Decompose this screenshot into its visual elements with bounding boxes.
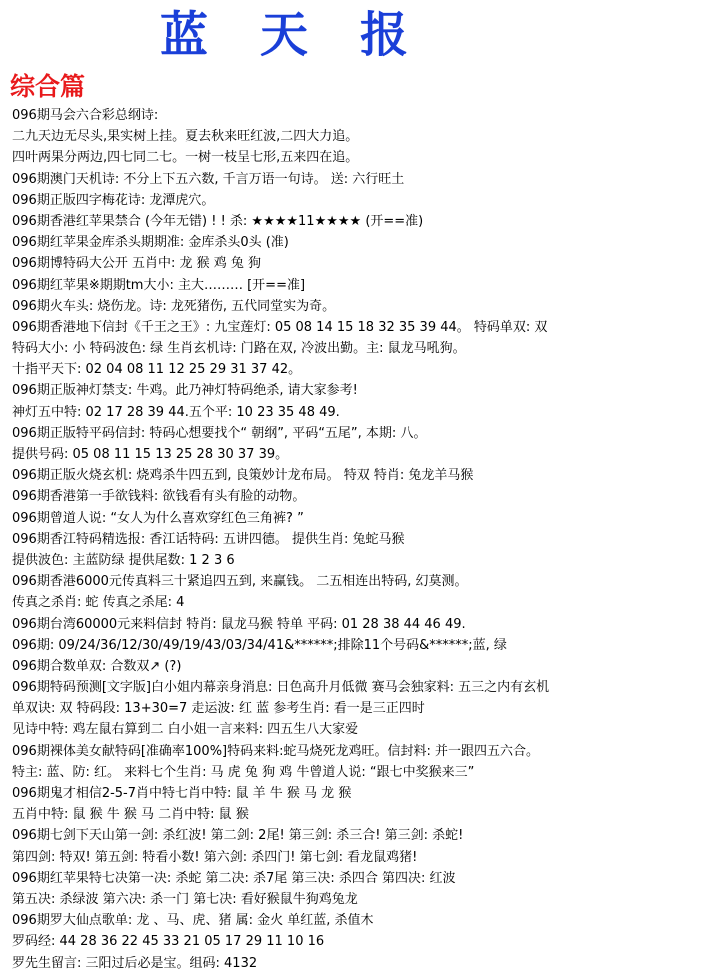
text-line: 096期马会六合彩总纲诗:: [12, 108, 159, 123]
text-line: 特码大小: 小 特码波色: 绿 生肖玄机诗: 门路在双, 冷波出勤。主: 鼠龙马吼狗。: [12, 341, 466, 357]
text-line: 传真之杀肖: 蛇 传真之杀尾: 4: [12, 595, 185, 611]
text-line: 096期曾道人说: “女人为什么喜欢穿红色三角裤? ”: [12, 510, 304, 526]
text-line: 096期澳门天机诗: 不分上下五六数, 千言万语一句诗。 送: 六行旺土: [12, 171, 405, 187]
text-line: 096期裸体美女献特码[准确率100%]特码来料:蛇马烧死龙鸡旺。信封料: 并一跟四五六合。: [12, 743, 540, 759]
text-line: 二九天边无尽头,果实树上挂。夏去秋来旺红波,二四大力追。: [12, 129, 359, 145]
text-line: 神灯五中特: 02 17 28 39 44.五个平: 10 23 35 48 49.: [12, 404, 340, 420]
text-line: 单双诀: 双 特码段: 13+30=7 走运波: 红 蓝 参考生肖: 看一是三正四时: [12, 701, 425, 717]
text-line: 096期正版特平码信封: 特码心想要找个“ 朝纲”, 平码“五尾”, 本期: 八。: [12, 425, 427, 441]
text-line: 罗码经: 44 28 36 22 45 33 21 05 17 29 11 10 16: [12, 934, 325, 950]
newspaper-title: 蓝天报: [159, 7, 460, 63]
text-line: 096期罗大仙点歌单: 龙 、马、虎、猪 属: 金火 单红蓝, 杀值木: [12, 913, 374, 929]
text-line: 096期鬼才相信2-5-7肖中特七肖中特: 鼠 羊 牛 猴 马 龙 猴: [12, 786, 352, 801]
text-line: 提供波色: 主蓝防绿 提供尾数: 1 2 3 6: [12, 552, 235, 568]
text-line: 096期正版火烧玄机: 烧鸡杀牛四五到, 良策妙计龙布局。 特双 特肖: 兔龙羊马猴: [12, 468, 474, 484]
text-line: 096期红苹果金库杀头期期准: 金库杀头0头 (准): [12, 235, 289, 251]
section-title: 综合篇: [10, 72, 86, 101]
text-line: 096期红苹果※期期tm大小: 主大……… [开==准]: [12, 277, 306, 293]
text-line: 四叶两果分两边,四七同二七。一树一枝呈七形,五来四在追。: [12, 150, 359, 166]
text-line: 096期香江特码精选报: 香江话特码: 五讲四德。 提供生肖: 兔蛇马猴: [12, 531, 405, 547]
text-line: 提供号码: 05 08 11 15 13 25 28 30 37 39。: [12, 447, 289, 462]
article-body: [12, 105, 712, 974]
text-line: 特主: 蓝、防: 红。 来料七个生肖: 马 虎 兔 狗 鸡 牛曾道人说: “跟七中奖猴来三”: [12, 764, 475, 780]
text-line: 096期: 09/24/36/12/30/49/19/43/03/34/41&******;排除11个号码&******;蓝, 绿: [12, 637, 507, 653]
text-line: 第五决: 杀绿波 第六决: 杀一门 第七决: 看好猴鼠牛狗鸡兔龙: [12, 891, 358, 907]
text-line: 096期博特码大公开 五肖中: 龙 猴 鸡 兔 狗: [12, 256, 261, 272]
text-line: 096期火车头: 烧伤龙。诗: 龙死猪伤, 五代同堂实为奇。: [12, 298, 336, 314]
text-line: 见诗中特: 鸡左鼠右算到二 白小姐一言来料: 四五生八大家爱: [12, 722, 359, 738]
text-line: 096期正版四字梅花诗: 龙潭虎穴。: [12, 192, 215, 208]
text-line: 十指平天下: 02 04 08 11 12 25 29 31 37 42。: [12, 362, 302, 378]
text-line: 罗先生留言: 三阳过后必是宝。组码: 4132: [12, 955, 258, 971]
text-line: 096期特码预测[文字版]白小姐内幕亲身消息: 日色高升月低微 赛马会独家料: 五三之内有玄机: [12, 680, 550, 696]
text-line: 096期香港红苹果禁合 (今年无错) ! ! 杀: ★★★★11★★★★ (开==准): [12, 213, 424, 229]
text-line: 096期香港第一手欲钱料: 欲钱看有头有脸的动物。: [12, 489, 306, 505]
text-line: 096期香港6000元传真料三十紧追四五到, 来赢钱。 二五相连出特码, 幻莫测。: [12, 574, 468, 590]
text-line: 096期合数单双: 合数双↗ (?): [12, 658, 182, 674]
text-line: 096期台湾60000元来料信封 特肖: 鼠龙马猴 特单 平码: 01 28 38 44 46 49.: [12, 616, 466, 632]
text-line: 096期红苹果特七决第一决: 杀蛇 第二决: 杀7尾 第三决: 杀四合 第四决: 红波: [12, 870, 456, 886]
text-line: 五肖中特: 鼠 猴 牛 猴 马 二肖中特: 鼠 猴: [12, 807, 249, 823]
text-line: 第四剑: 特双! 第五剑: 特看小数! 第六剑: 杀四门! 第七剑: 看龙鼠鸡猪!: [12, 849, 418, 865]
text-line: 096期香港地下信封《千王之王》: 九宝莲灯: 05 08 14 15 18 32 35 39 44。 特码单双: 双: [12, 319, 548, 335]
text-line: 096期七剑下天山第一剑: 杀红波! 第二剑: 2尾! 第三剑: 杀三合! 第三剑: 杀蛇!: [12, 828, 464, 844]
text-line: 096期正版神灯禁支: 牛鸡。此乃神灯特码绝杀, 请大家参考!: [12, 383, 358, 399]
